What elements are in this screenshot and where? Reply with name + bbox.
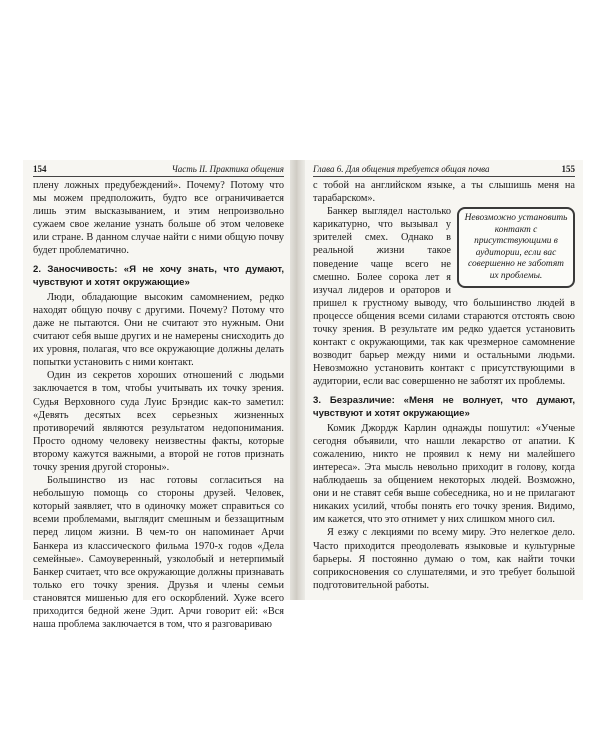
section-heading-arrogance: 2. Заносчивость: «Я не хочу знать, что думают, чувствуют и хотят окружающие» <box>33 263 284 288</box>
right-chapter-title: Глава 6. Для общения требуется общая почва <box>313 164 490 174</box>
right-running-head <box>313 164 575 177</box>
right-paragraph-lectures: Я езжу с лекциями по всему миру. Это нелегкое дело. Часто приходится преодолевать языковые и культурные барьеры. Я постоянно думаю о том, как найти точки соприкосновения со слушателями, и это требует большой подготовительной работы. <box>313 527 575 591</box>
right-paragraph-bunker: Банкер выглядел настолько карикатурно, что вызывал у зрителей смех. Однако в реальной жизни такое поведение чаще всего не смешно. Более сорока лет я изучал лидеров и ораторов и пришел к грустному выводу, что большинство людей в процессе общения всеми силами стараются отстоять свою точку зрения. В результате им редко удается установить контакт с окружающими, так как чрезмерное самомнение возводит барьер между ними и остальными людьми. Невозможно установить контакт с присутствующими в аудитории, если вас совершенно не заботят их проблемы. <box>313 206 575 388</box>
left-running-head <box>33 164 284 177</box>
left-paragraph-bunker: Большинство из нас готовы согласиться на небольшую помощь со стороны друзей. Человек, который заявляет, что в одиночку может справиться со всеми проблемами, выглядит смешным и беззащитным перед лицом жизни. В чем-то он напоминает Арчи Банкера из классического фильма 1970-х годов «Дела семейные». Самоуверенный, узколобый и нетерпимый Банкер считает, что все окружающие должны признавать только его точку зрения. Друзья и члены семьи становятся мишенью для его оскорблений. Хуже всего приходится бедной жене Эдит. Арчи говорит ей: «Вся наша проблема заключается в том, что я разговариваю <box>33 475 284 631</box>
book-spine <box>290 160 305 600</box>
section-heading-indifference: 3. Безразличие: «Меня не волнует, что думают, чувствуют и хотят окружающие» <box>313 394 575 419</box>
left-page-number: 154 <box>33 164 47 174</box>
right-paragraph-continued: с тобой на английском языке, а ты слышишь меня на тарабарском». <box>313 180 575 205</box>
right-page-number: 155 <box>561 164 575 174</box>
left-paragraph-continued: плену ложных предубеждений». Почему? Потому что мы можем предположить, будто все ограничивается лишь этим высказыванием, и этим непроизвольно сужаем свое желание узнать больше об этом человеке или стране. В данном случае найти с ними общую почву будет проблематично. <box>33 180 284 257</box>
callout-box: Невозможно установить контакт с присутствующими в аудитории, если вас совершенно не заботят их проблемы. <box>457 207 575 288</box>
left-paragraph: Люди, обладающие высоким самомнением, редко находят общую почву с другими. Почему? Потому что даже не пытаются. Они не считают это нужным. Они считают себя выше других и не намерены снисходить до их уровня, полагая, что все окружающие должны делать попытки установить с ними контакт. <box>33 291 284 369</box>
left-paragraph-brandeis: Один из секретов хороших отношений с людьми заключается в том, чтобы учитывать их точку зрения. Судья Верховного суда Луис Брэндис как-то заметил: «Девять десятых всех серьезных жизненных противоречий являются результатом недопонимания. Просто одному человеку неизвестны факты, которые второму кажутся важными, а второй не готов признать точку зрения другой стороны». <box>33 370 284 473</box>
right-paragraph-carlin: Комик Джордж Карлин однажды пошутил: «Ученые сегодня объявили, что нашли лекарство от апатии. К сожалению, никто не проявил к нему ни малейшего интереса». Эта мысль невольно приходит в голову, когда наблюдаешь за общением некоторых людей. Возможно, они и не ставят себя выше собеседника, но и не прилагают никаких усилий, чтобы понять его точку зрения. Видимо, им кажется, что это отнимет у них слишком много сил. <box>313 422 575 526</box>
left-chapter-title: Часть II. Практика общения <box>171 164 284 174</box>
right-page <box>305 160 583 600</box>
left-page <box>23 160 290 631</box>
